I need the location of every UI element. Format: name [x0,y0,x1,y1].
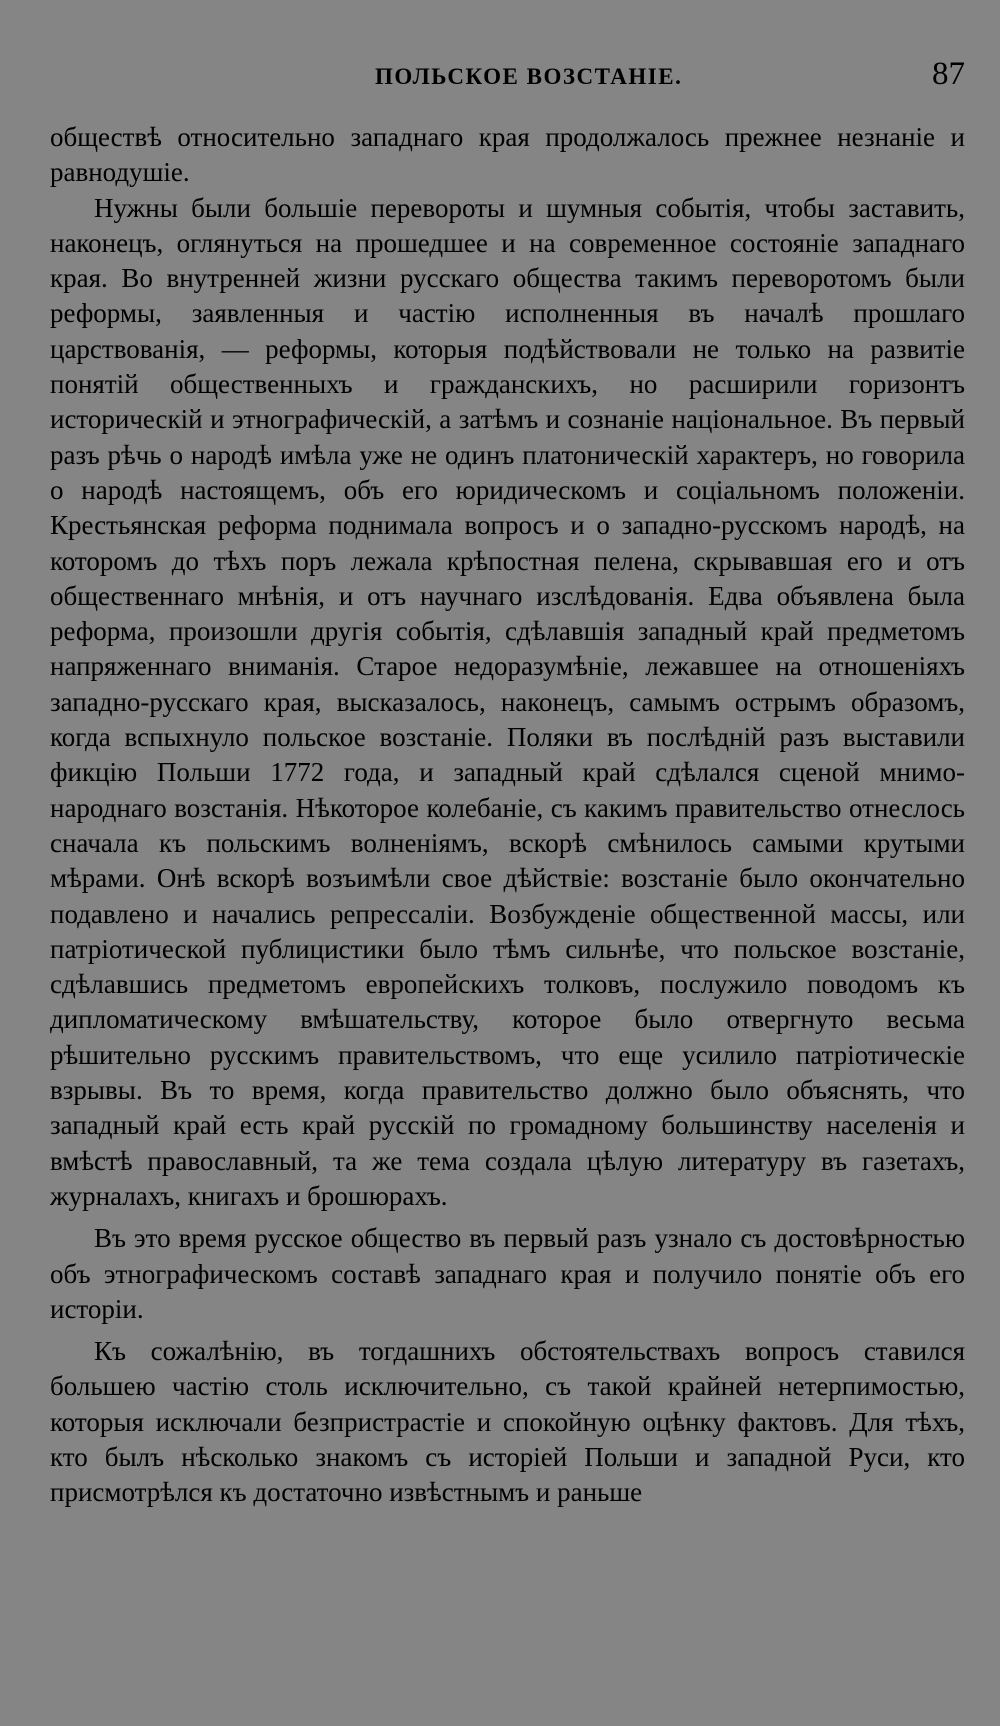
paragraph: Въ это время русское общество въ первый разъ узнало съ достовѣрностью объ этнографическомъ составѣ западнаго края и получило понятіе объ его исторіи. [50,1223,965,1324]
page-number: 87 [932,56,965,92]
paragraph: Къ сожалѣнію, въ тогдашнихъ обстоятельствахъ вопросъ ставился большею частію столь исключительно, съ такой крайней нетерпимостью, которыя исключали безпристрастіе и спокойную оцѣнку фактовъ. Для тѣхъ, кто былъ нѣсколько знакомъ съ исторіей Польши и западной Руси, кто присмотрѣлся къ достаточно извѣстнымъ и раньше [50,1336,965,1508]
paragraph-continuation: обществѣ относительно западнаго края продолжалось прежнее незнаніе и равнодушіе. [50,122,965,188]
book-page [50,50,965,1511]
running-head: ПОЛЬСКОЕ ВОЗСТАНІЕ. [375,64,683,89]
paragraph: Нужны были большіе перевороты и шумныя событія, чтобы заставить, наконецъ, оглянуться на прошедшее и на современное состояніе западнаго края. Во внутренней жизни русскаго общества такимъ переворотомъ были реформы, заявленныя и частію исполненныя въ началѣ прошлаго царствованія, — реформы, которыя подѣйствовали не только на развитіе понятій общественныхъ и гражданскихъ, но расширили горизонтъ историческій и этнографическій, а затѣмъ и сознаніе національное. Въ первый разъ рѣчь о народѣ имѣла уже не одинъ платоническій характеръ, но говорила о народѣ настоящемъ, объ его юридическомъ и соціальномъ положеніи. Крестьянская реформа поднимала вопросъ и о западно-русскомъ народѣ, на которомъ до тѣхъ поръ лежала крѣпостная пелена, скрывавшая его и отъ общественнаго мнѣнія, и отъ научнаго изслѣдованія. Едва объявлена была реформа, произошли другія событія, сдѣлавшія западный край предметомъ напряженнаго вниманія. Старое недоразумѣніе, лежавшее на отношеніяхъ западно-русскаго края, высказалось, наконецъ, самымъ острымъ образомъ, когда вспыхнуло польское возстаніе. Поляки въ послѣдній разъ выставили фикцію Польши 1772 года, и западный край сдѣлался сценой мнимо-народнаго возстанія. Нѣкоторое колебаніе, съ какимъ правительство отнеслось сначала къ польскимъ волненіямъ, вскорѣ смѣнилось самыми крутыми мѣрами. Онѣ вскорѣ возъимѣли свое дѣйствіе: возстаніе было окончательно подавлено и начались репрессаліи. Возбужденіе общественной массы, или патріотической публицистики было тѣмъ сильнѣе, что польское возстаніе, сдѣлавшись предметомъ европейскихъ толковъ, послужило поводомъ къ дипломатическому вмѣшательству, которое было отвергнуто весьма рѣшительно русскимъ правительствомъ, что еще усилило патріотическіе взрывы. Въ то время, когда правительство должно было объяснять, что западный край есть край русскій по громадному большинству населенія и вмѣстѣ православный, та же тема создала цѣлую литературу въ газетахъ, журналахъ, книгахъ и брошюрахъ. [50,192,965,1211]
page-header [50,50,965,98]
body-text [50,120,965,1511]
